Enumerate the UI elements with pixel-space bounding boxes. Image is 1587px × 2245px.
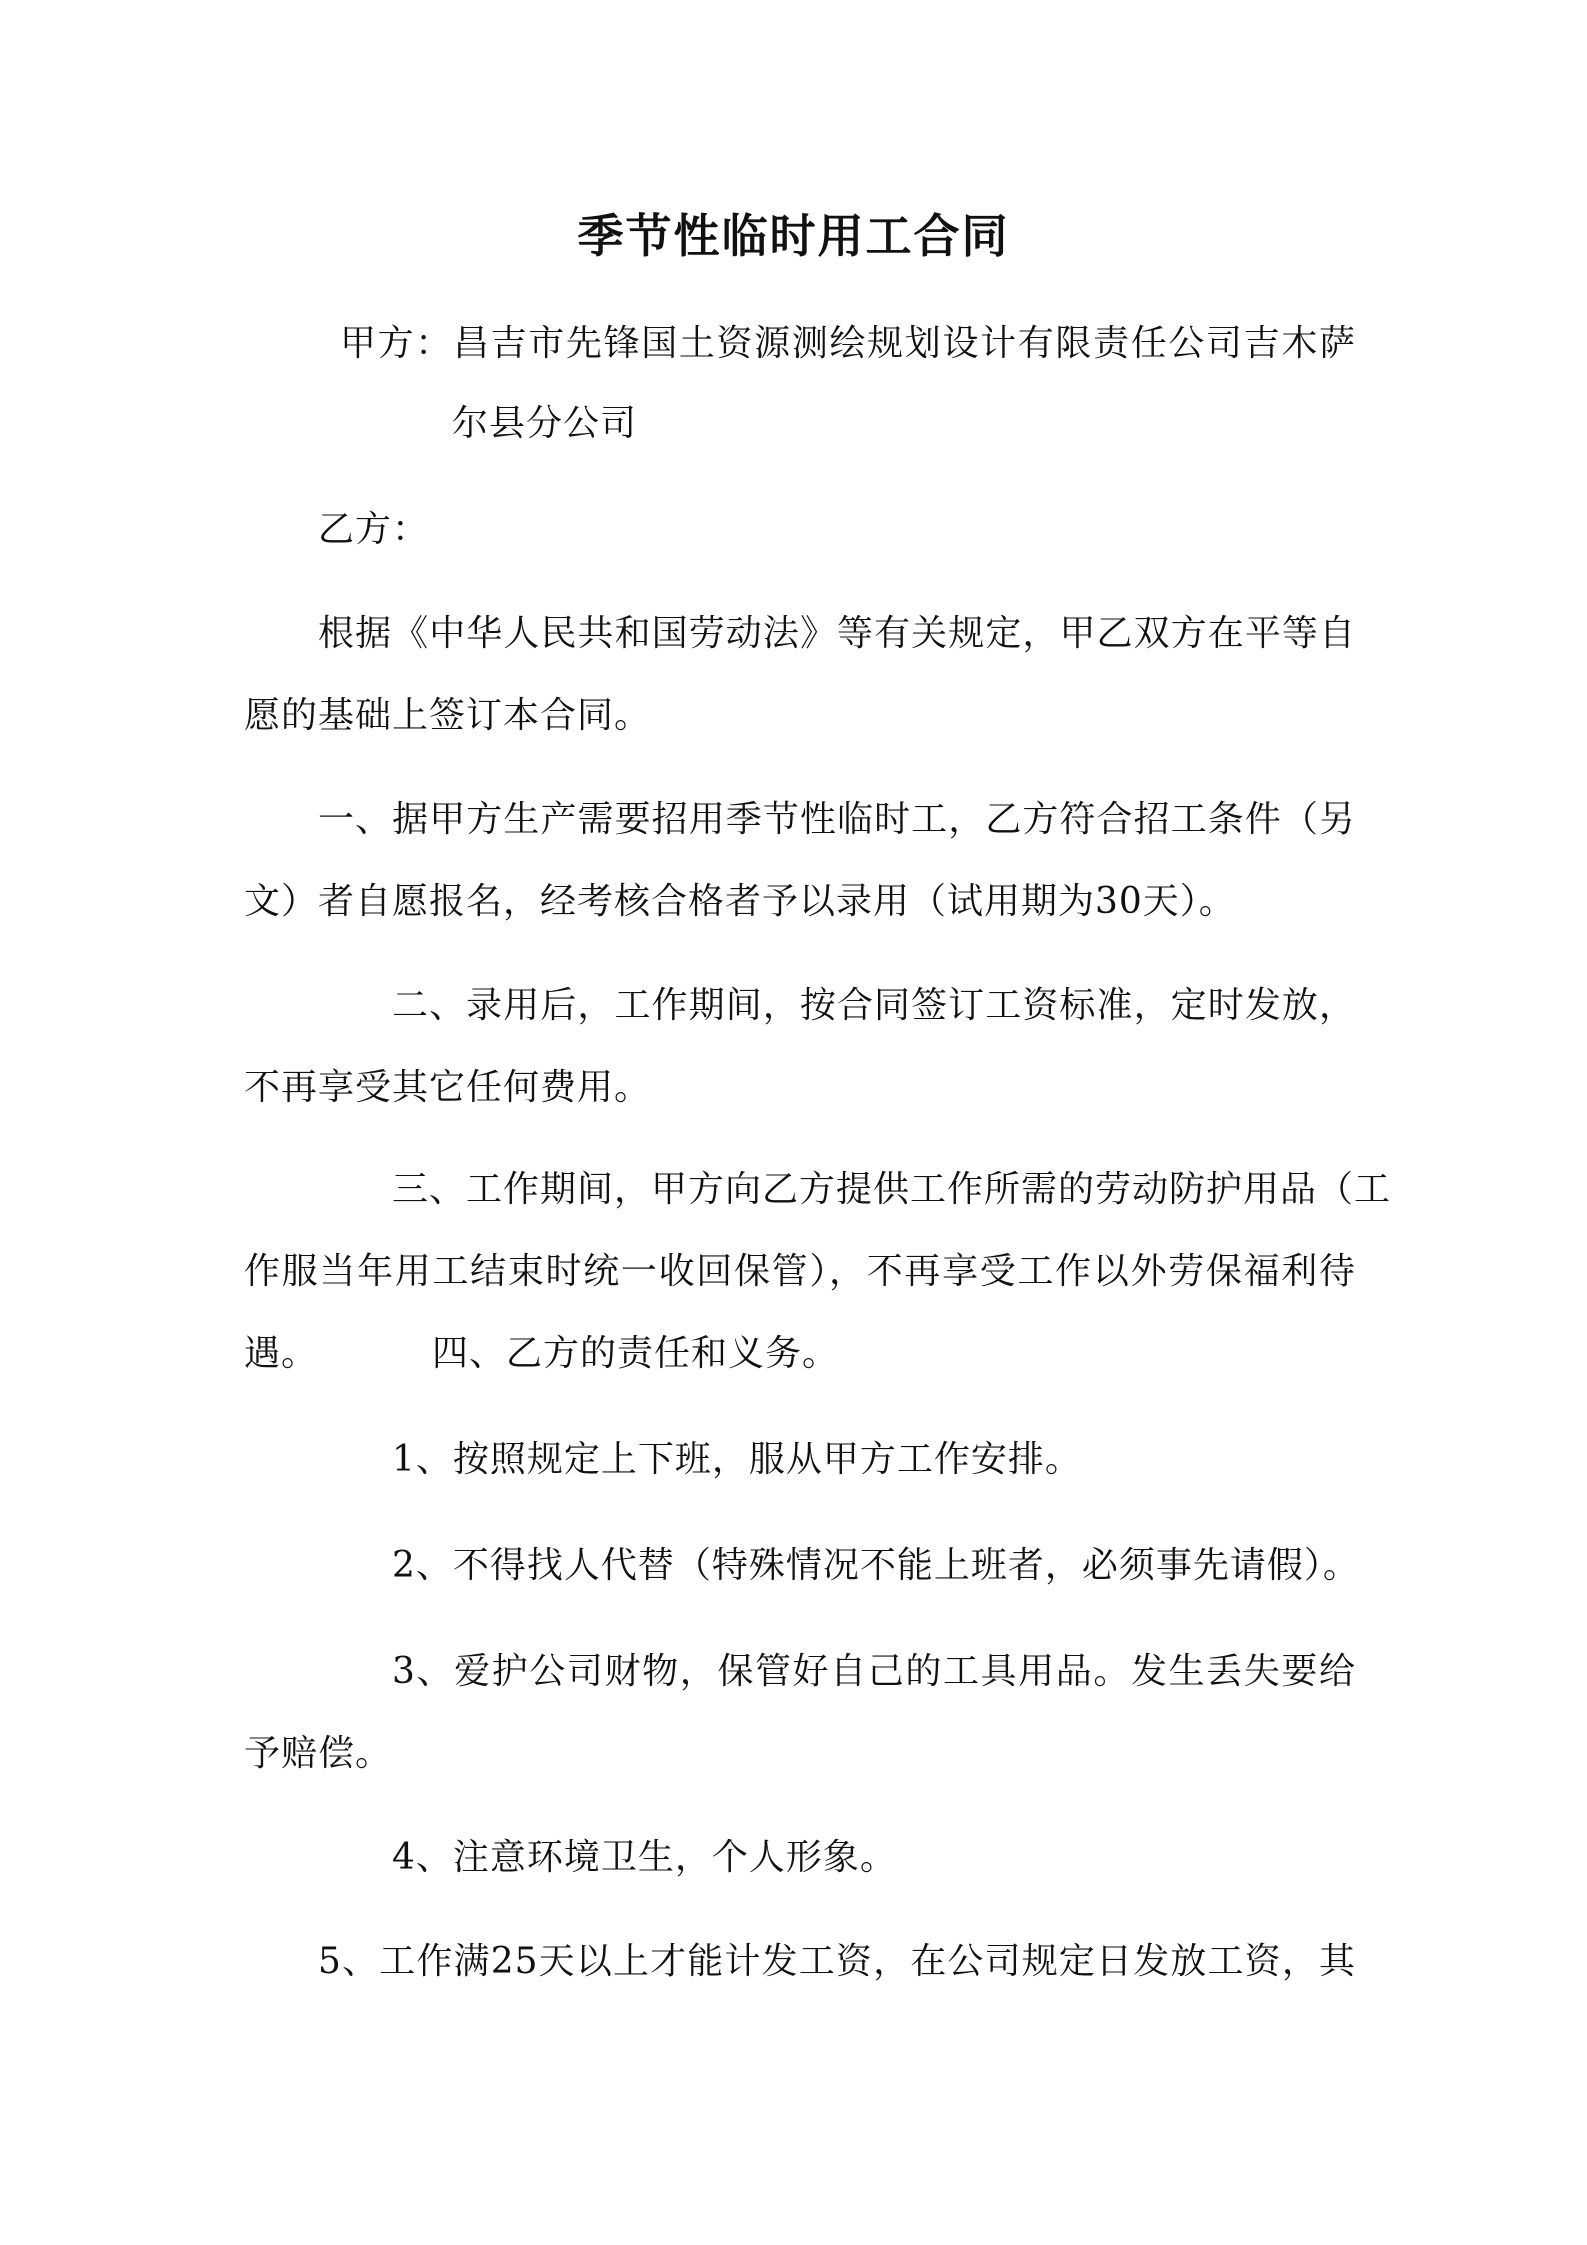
item-3-line1: 3、爱护公司财物，保管好自己的工具用品。发生丢失要给 [392, 1651, 1356, 1692]
item-3-line2: 予赔偿。 [244, 1733, 393, 1774]
clause2-line1: 二、录用后，工作期间，按合同签订工资标准，定时发放， [392, 985, 1356, 1026]
clause4-heading: 四、乙方的责任和义务。 [432, 1333, 840, 1374]
intro-line2: 愿的基础上签订本合同。 [244, 695, 652, 736]
party-b: 乙方： [318, 509, 430, 550]
document-title: 季节性临时用工合同 [577, 209, 1010, 263]
item-1: 1、按照规定上下班，服从甲方工作安排。 [392, 1439, 1082, 1480]
clause3-line3: 遇。 [244, 1333, 319, 1374]
clause1-line2: 文）者自愿报名，经考核合格者予以录用（试用期为30天）。 [244, 881, 1236, 922]
clause2-line2: 不再享受其它任何费用。 [244, 1067, 652, 1108]
party-a-line1: 甲方：昌吉市先锋国土资源测绘规划设计有限责任公司吉木萨 [340, 323, 1356, 364]
clause1-line1: 一、据甲方生产需要招用季节性临时工，乙方符合招工条件（另 [318, 799, 1356, 840]
party-a-line2: 尔县分公司 [452, 403, 638, 444]
clause3-line2: 作服当年用工结束时统一收回保管），不再享受工作以外劳保福利待 [244, 1251, 1356, 1292]
item-4: 4、注意环境卫生，个人形象。 [392, 1837, 897, 1878]
item-5-line1: 5、工作满25天以上才能计发工资，在公司规定日发放工资，其 [318, 1941, 1356, 1982]
intro-line1: 根据《中华人民共和国劳动法》等有关规定，甲乙双方在平等自 [318, 613, 1356, 654]
item-2: 2、不得找人代替（特殊情况不能上班者，必须事先请假）。 [392, 1545, 1360, 1586]
clause3-line1: 三、工作期间，甲方向乙方提供工作所需的劳动防护用品（工 [392, 1169, 1392, 1210]
